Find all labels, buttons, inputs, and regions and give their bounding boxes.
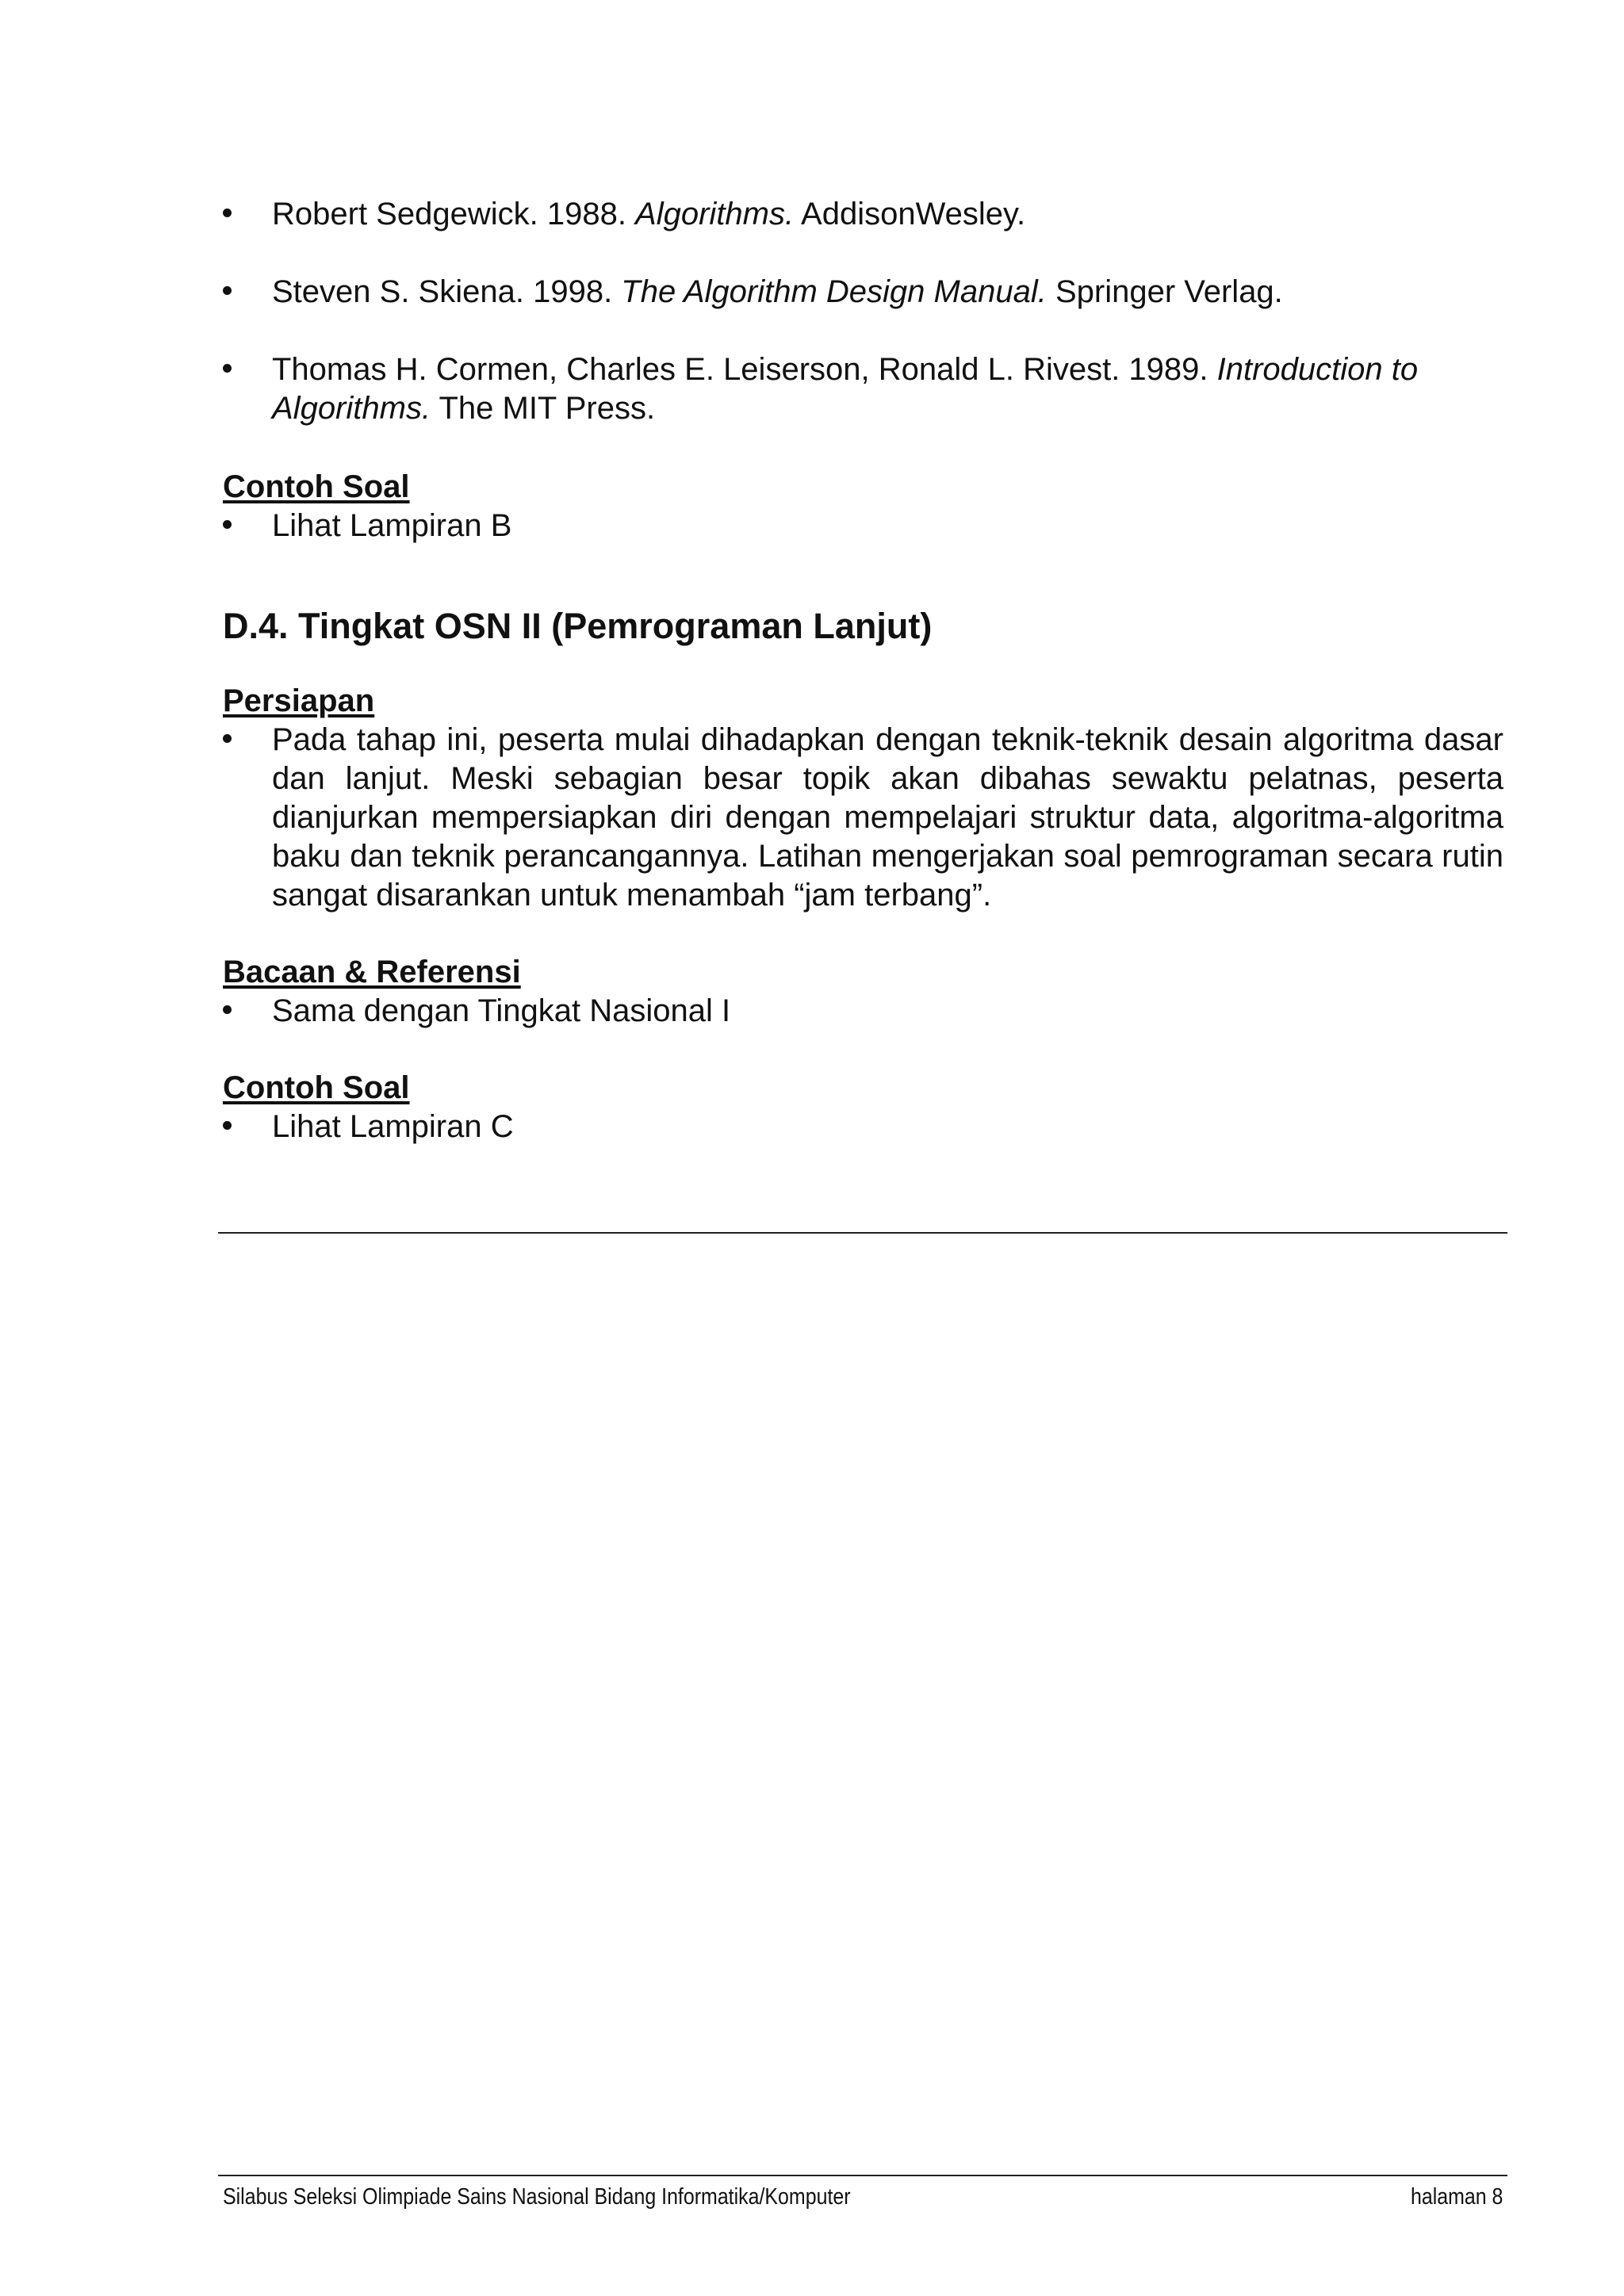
section-divider	[218, 1232, 1507, 1234]
page-content	[223, 195, 1503, 1146]
page-number: halaman 8	[1410, 2184, 1503, 2210]
reference-authors: Robert Sedgewick. 1988.	[272, 197, 636, 232]
reference-title: Introduction to Algorithms.	[272, 352, 1419, 426]
reference-publisher: The MIT Press.	[431, 391, 656, 426]
reference-publisher: AddisonWesley.	[794, 197, 1026, 232]
contoh-soal-label: Contoh Soal	[223, 469, 410, 504]
bacaan-block	[223, 953, 1503, 1031]
list-item	[223, 507, 1503, 545]
reference-authors: Steven S. Skiena. 1998.	[272, 274, 622, 309]
reference-item	[223, 195, 1503, 234]
contoh-soal-label: Contoh Soal	[223, 1070, 410, 1105]
bullet-icon	[223, 195, 239, 234]
reference-item	[223, 273, 1503, 312]
footer-divider	[218, 2175, 1507, 2176]
bullet-icon	[223, 992, 239, 1031]
reference-title: The Algorithm Design Manual.	[621, 274, 1047, 309]
reference-publisher: Springer Verlag.	[1046, 274, 1283, 309]
bullet-icon	[223, 1108, 239, 1146]
bacaan-item: Sama dengan Tingkat Nasional I	[272, 993, 731, 1028]
bacaan-label: Bacaan & Referensi	[223, 955, 521, 989]
persiapan-block	[223, 682, 1503, 915]
contoh-soal-block	[223, 1069, 1503, 1146]
bullet-icon	[223, 507, 239, 545]
persiapan-label: Persiapan	[223, 683, 375, 718]
bullet-icon	[223, 350, 239, 389]
contoh-soal-item: Lihat Lampiran C	[272, 1109, 514, 1144]
bullet-icon	[223, 721, 239, 760]
reference-title: Algorithms.	[635, 197, 795, 232]
section-heading: D.4. Tingkat OSN II (Pemrograman Lanjut)	[223, 606, 933, 646]
contoh-soal-item: Lihat Lampiran B	[272, 508, 512, 543]
reference-item	[223, 350, 1503, 428]
list-item	[223, 992, 1503, 1031]
persiapan-text: Pada tahap ini, peserta mulai dihadapkan dengan teknik-teknik desain algoritma dasar dan lanjut. Meski sebagian besar topik akan dibahas sewaktu pelatnas, peserta dianjurkan mempersiapkan diri dengan mempelajari struktur data, algoritma-algoritma baku dan teknik perancangannya. Latihan mengerjakan soal pemrograman secara rutin sangat disarankan untuk menambah “jam terbang”.	[272, 722, 1503, 913]
list-item	[223, 1108, 1503, 1146]
bullet-icon	[223, 273, 239, 312]
reference-authors: Thomas H. Cormen, Charles E. Leiserson, Ronald L. Rivest. 1989.	[272, 352, 1217, 387]
list-item	[223, 721, 1503, 915]
contoh-soal-block	[223, 468, 1503, 545]
footer-title: Silabus Seleksi Olimpiade Sains Nasional Bidang Informatika/Komputer	[223, 2184, 851, 2210]
